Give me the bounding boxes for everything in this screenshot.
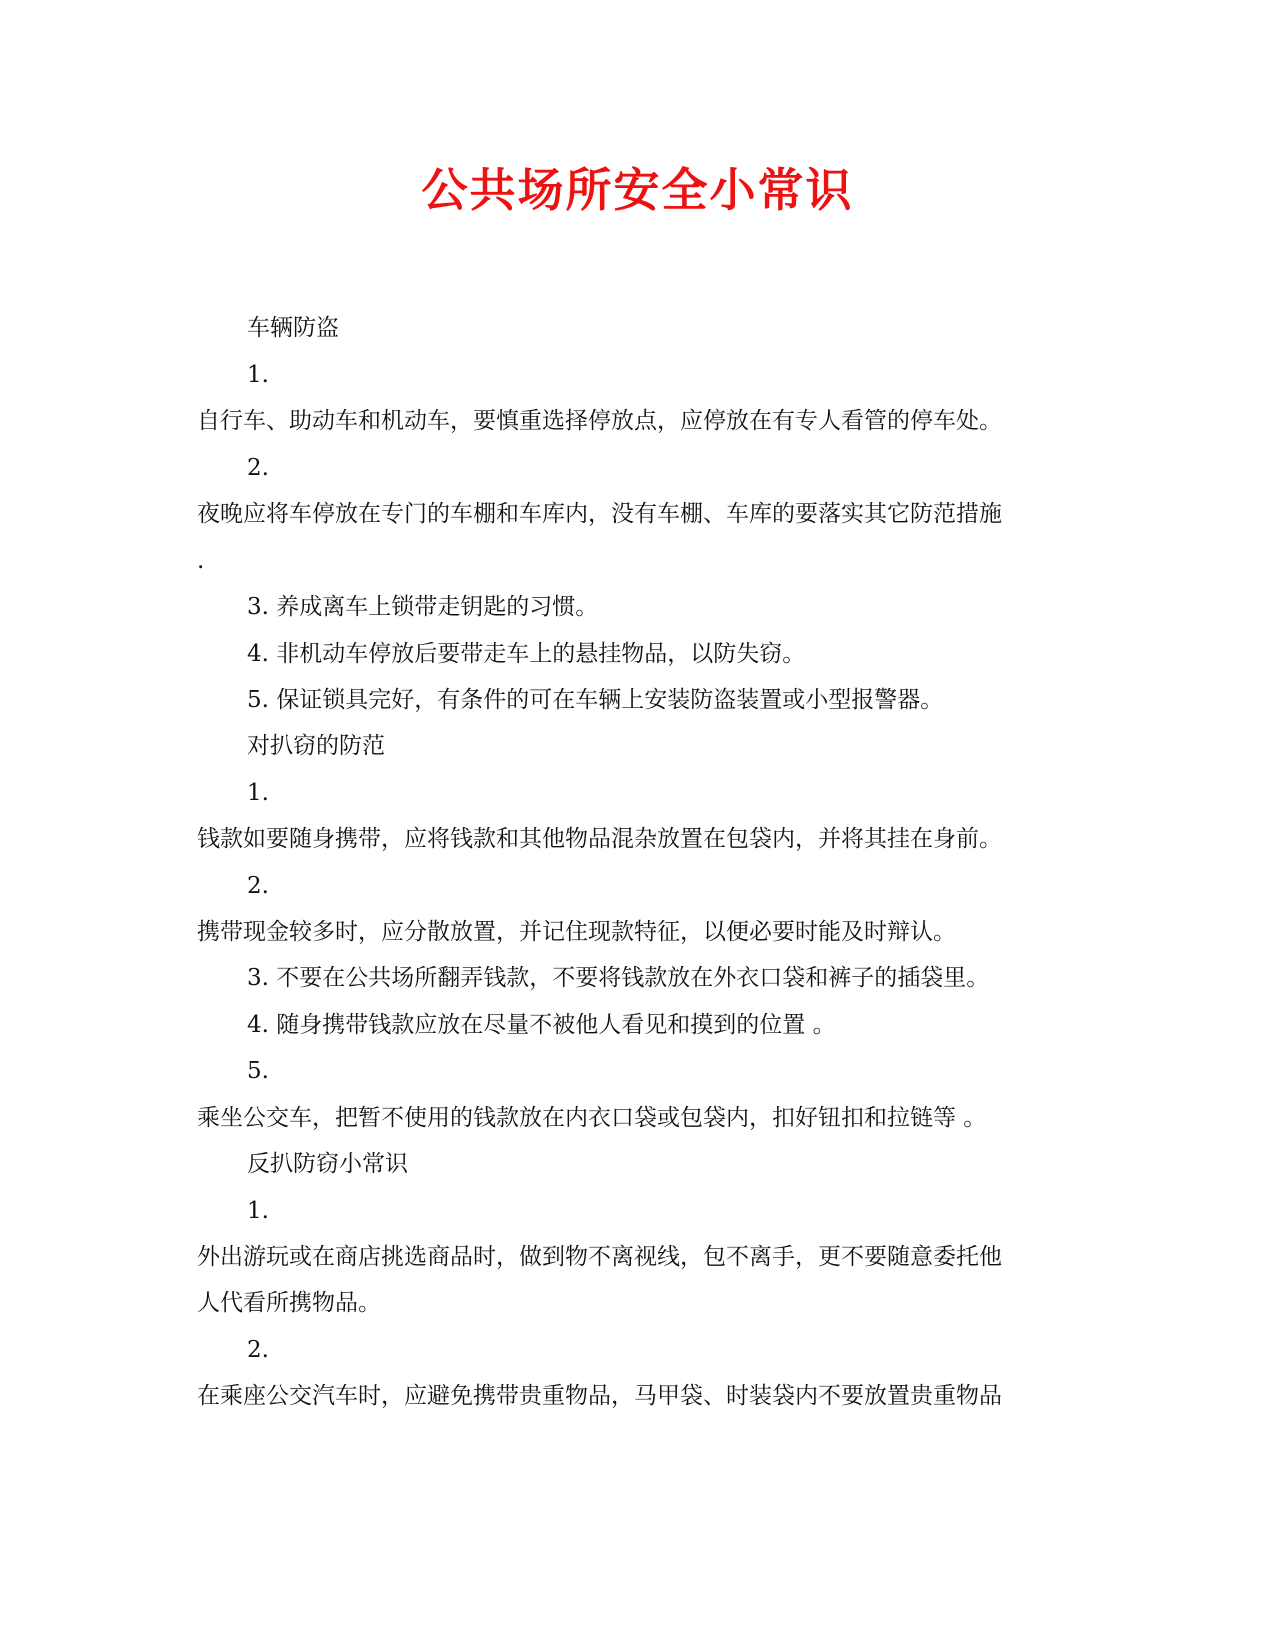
paragraph-line: 乘坐公交车，把暂不使用的钱款放在内衣口袋或包袋内，扣好钮扣和拉链等 。 xyxy=(197,1105,987,1131)
paragraph-line: 自行车、助动车和机动车，要慎重选择停放点，应停放在有专人看管的停车处。 xyxy=(197,408,1002,434)
list-number: 2. xyxy=(247,1337,269,1363)
paragraph-line: 携带现金较多时，应分散放置，并记住现款特征，以便必要时能及时辩认。 xyxy=(197,919,956,945)
section-heading-vehicle-theft: 车辆防盗 xyxy=(247,315,339,341)
paragraph-line: 外出游玩或在商店挑选商品时，做到物不离视线，包不离手，更不要随意委托他 xyxy=(197,1244,1002,1270)
paragraph-line: 夜晚应将车停放在专门的车棚和车库内，没有车棚、车库的要落实其它防范措施 xyxy=(197,501,1002,527)
paragraph-line: 在乘座公交汽车时，应避免携带贵重物品，马甲袋、时装袋内不要放置贵重物品 xyxy=(197,1383,1002,1409)
section-heading-anti-theft: 反扒防窃小常识 xyxy=(247,1151,408,1177)
list-item: 3. 不要在公共场所翻弄钱款，不要将钱款放在外衣口袋和裤子的插袋里。 xyxy=(247,965,990,991)
document-title: 公共场所安全小常识 xyxy=(421,163,854,217)
list-number: 2. xyxy=(247,455,269,481)
list-number: 2. xyxy=(247,873,269,899)
list-item: 4. 非机动车停放后要带走车上的悬挂物品，以防失窃。 xyxy=(247,641,806,667)
list-number: 1. xyxy=(247,1198,269,1224)
list-number: 1. xyxy=(247,362,269,388)
list-number: 5. xyxy=(247,1058,269,1084)
section-heading-pickpocket: 对扒窃的防范 xyxy=(247,733,385,759)
list-item: 4. 随身携带钱款应放在尽量不被他人看见和摸到的位置 。 xyxy=(247,1012,836,1038)
paragraph-line: 钱款如要随身携带，应将钱款和其他物品混杂放置在包袋内，并将其挂在身前。 xyxy=(197,826,1002,852)
list-item: 5. 保证锁具完好，有条件的可在车辆上安装防盗装置或小型报警器。 xyxy=(247,687,944,713)
list-number: 1. xyxy=(247,780,269,806)
list-item: 3. 养成离车上锁带走钥匙的习惯。 xyxy=(247,594,599,620)
paragraph-line: 人代看所携物品。 xyxy=(197,1290,381,1316)
paragraph-line: . xyxy=(197,548,205,574)
